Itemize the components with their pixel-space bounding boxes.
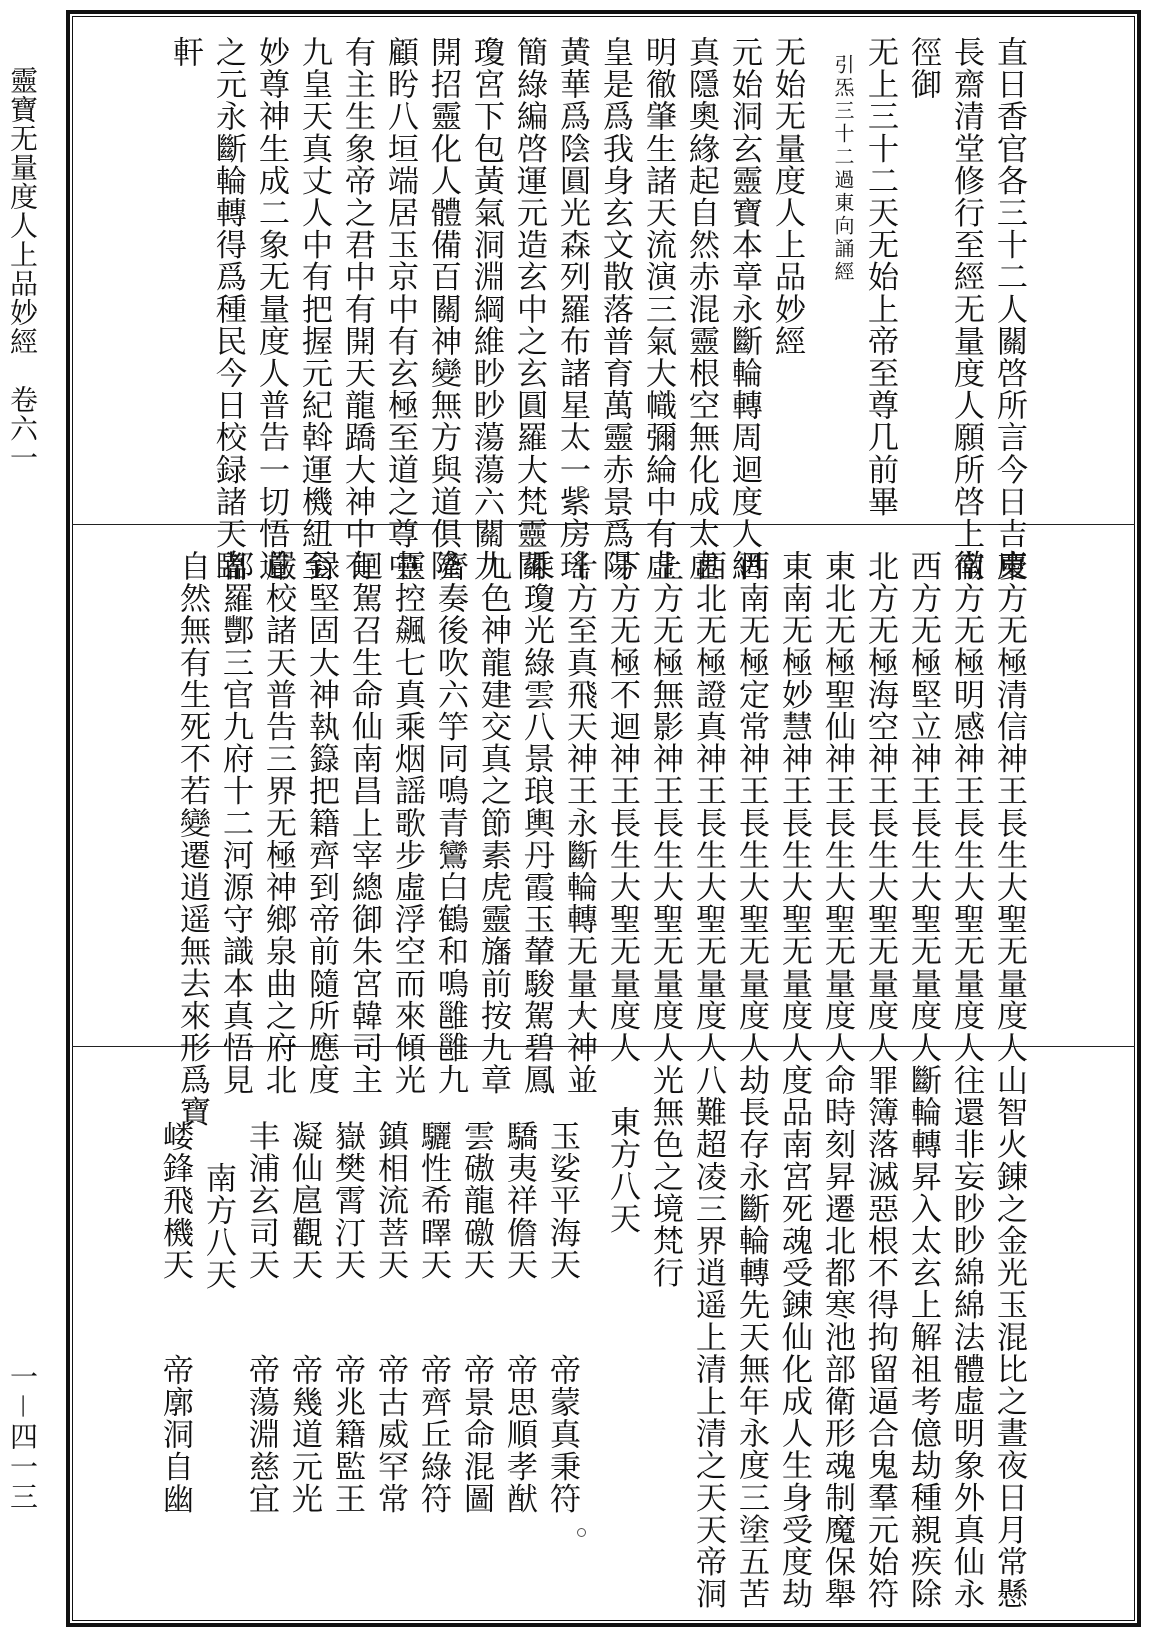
emperor-name: 帝蕩淵慈宜 bbox=[243, 1354, 279, 1515]
text-column: 山智火錬之金光玉混比之晝夜日月常懸 bbox=[991, 1064, 1027, 1610]
emperor-name: 帝景命混圖 bbox=[458, 1354, 494, 1515]
text-column: 南方无極明感神王長生大聖无量度人 bbox=[948, 550, 984, 1064]
emperor-name: 帝蒙真秉符 bbox=[544, 1354, 580, 1515]
section-heading: 東方八天 bbox=[604, 1106, 640, 1235]
text-column: 黃華爲陰圓光森列羅布諸星太一紫房瑤 bbox=[554, 36, 590, 582]
text-column: 九色神龍建交真之節素虎靈旛前按九章 bbox=[475, 550, 511, 1096]
text-column: 之元永斷輪轉得爲種民今日校録諸天臨 bbox=[210, 36, 246, 582]
text-column: 東南无極妙慧神王長生大聖无量度人 bbox=[776, 550, 812, 1064]
text-column: 罪簿落滅惡根不得拘留逼合鬼羣元始符 bbox=[862, 1064, 898, 1610]
text-column: 北方无極海空神王長生大聖无量度人 bbox=[862, 550, 898, 1064]
text-column: 開招靈化人體備百關神變無方與道俱隆 bbox=[425, 36, 461, 582]
text-column: 妙尊神生成二象无量度人普告一切悟道 bbox=[253, 36, 289, 582]
text-column: 西方无極堅立神王長生大聖无量度人 bbox=[905, 550, 941, 1064]
text-column: 齊奏後吹六竽同鳴青鸞白鶴和鳴雝雝九 bbox=[432, 550, 468, 1096]
lower-text-block bbox=[72, 1064, 1135, 1610]
print-mark-circle bbox=[577, 486, 586, 495]
text-column: 斷輪轉昇入太玄上解祖考億劫種親疾除 bbox=[905, 1064, 941, 1610]
emperor-name: 帝廓洞自幽 bbox=[157, 1354, 193, 1515]
text-column: 軒 bbox=[167, 36, 203, 69]
text-column: 有主生象帝之君中有開天龍蹻大神中有 bbox=[339, 36, 375, 582]
heaven-name: 嶽樊霄汀天 bbox=[329, 1120, 365, 1281]
middle-text-block bbox=[72, 550, 1135, 1128]
running-title: 靈寶无量度人上品妙經 卷六一 bbox=[6, 66, 39, 472]
emperor-name: 帝幾道元光 bbox=[286, 1354, 322, 1515]
text-column: 徑御 bbox=[905, 36, 941, 101]
text-column: 无始无量度人上品妙經 bbox=[769, 36, 805, 357]
text-column: 瓊宮下包黃氣洞淵綱維眇眇蕩蕩六關九 bbox=[468, 36, 504, 582]
heaven-name: 玉娑平海天 bbox=[544, 1120, 580, 1281]
text-column: 靈控飆七真乘烟謡歌步虛浮空而來傾光 bbox=[389, 550, 425, 1096]
text-column: 九皇天真丈人中有把握元紀斡運機紐至 bbox=[296, 36, 332, 582]
text-column: 度品南宮死魂受錬仙化成人生身受度劫 bbox=[776, 1064, 812, 1610]
text-column: 皇是爲我身玄文散落普育萬靈赤景爲陽 bbox=[597, 36, 633, 582]
section-heading: 南方八天 bbox=[200, 1162, 236, 1291]
text-column: 光無色之境梵行 bbox=[647, 1064, 683, 1289]
heaven-name: 驪性希曎天 bbox=[415, 1120, 451, 1281]
text-column: 引炁三十二過東向誦經 bbox=[831, 54, 855, 284]
text-column: 簡綠編啓運元造玄中之玄圓羅大梵靈關 bbox=[511, 36, 547, 582]
text-column: 元始洞玄靈寶本章永斷輪轉周迴度人網 bbox=[726, 36, 762, 582]
text-column: 嚴校諸天普告三界无極神鄉泉曲之府北 bbox=[260, 550, 296, 1096]
text-column: 自然無有生死不若變遷逍遥無去來形爲寶 bbox=[174, 550, 210, 1128]
text-column: 都羅酆三官九府十二河源守識本真悟見 bbox=[217, 550, 253, 1096]
text-column: 无上三十二天无始上帝至尊几前畢 bbox=[862, 36, 898, 518]
page-number: 一－四一三 bbox=[6, 1362, 39, 1513]
emperor-name: 帝兆籍監王 bbox=[329, 1354, 365, 1515]
upper-text-block bbox=[72, 36, 1135, 582]
text-column: 西北无極證真神王長生大聖无量度人 bbox=[690, 550, 726, 1064]
text-column: 明徹肇生諸天流演三氣大幟彌綸中有虛 bbox=[640, 36, 676, 582]
heaven-name: 嵝鋒飛機天 bbox=[157, 1120, 193, 1281]
text-column: 長齋清堂修行至經无量度人願所啓上徹 bbox=[948, 36, 984, 582]
text-column: 真隱奧緣起自然赤混靈根空無化成太虛 bbox=[683, 36, 719, 582]
text-column: 西南无極定常神王長生大聖无量度人 bbox=[733, 550, 769, 1064]
text-column: 十方至真飛天神王永斷輪轉无量大神並 bbox=[561, 550, 597, 1096]
text-column: 迴駕召生命仙南昌上宰總御朱宮韓司主 bbox=[346, 550, 382, 1096]
text-column: 上方无極無影神王長生大聖无量度人 bbox=[647, 550, 683, 1064]
text-column: 東北无極聖仙神王長生大聖无量度人 bbox=[819, 550, 855, 1064]
text-column: 東方无極清信神王長生大聖无量度人 bbox=[991, 550, 1027, 1064]
heaven-name: 驕夷祥儋天 bbox=[501, 1120, 537, 1281]
text-column: 往還非妄眇眇綿綿法體虛明象外真仙永 bbox=[948, 1064, 984, 1610]
print-mark-circle bbox=[577, 38, 586, 47]
text-column: 顧盻八垣端居玉京中有玄極至道之尊中 bbox=[382, 36, 418, 582]
text-column: 録堅固大神執籙把籍齊到帝前隨所應度 bbox=[303, 550, 339, 1096]
heaven-name: 丰浦玄司天 bbox=[243, 1120, 279, 1281]
emperor-name: 帝古威罕常 bbox=[372, 1354, 408, 1515]
print-mark-circle bbox=[577, 1528, 586, 1537]
heaven-name: 鎮相流菩天 bbox=[372, 1120, 408, 1281]
text-column: 劫長存永斷輪轉先天無年永度三塗五苦 bbox=[733, 1064, 769, 1610]
emperor-name: 帝齊丘綠符 bbox=[415, 1354, 451, 1515]
heaven-name: 雲磝龍礉天 bbox=[458, 1120, 494, 1281]
print-mark-circle bbox=[577, 1008, 586, 1017]
heaven-name: 凝仙扈觀天 bbox=[286, 1120, 322, 1281]
text-column: 八難超凌三界逍遥上清上清之天天帝洞 bbox=[690, 1064, 726, 1610]
text-column: 命時刻昇遷北都寒池部衛形魂制魔保舉 bbox=[819, 1064, 855, 1610]
text-column: 下方无極不迴神王長生大聖无量度人 bbox=[604, 550, 640, 1064]
print-mark-circle bbox=[577, 1078, 586, 1087]
emperor-name: 帝思順孝猷 bbox=[501, 1354, 537, 1515]
text-column: 乘瓊光綠雲八景琅輿丹霞玉輦駿駕碧鳳 bbox=[518, 550, 554, 1096]
text-column: 直日香官各三十二人關啓所言今日吉慶 bbox=[991, 36, 1027, 582]
